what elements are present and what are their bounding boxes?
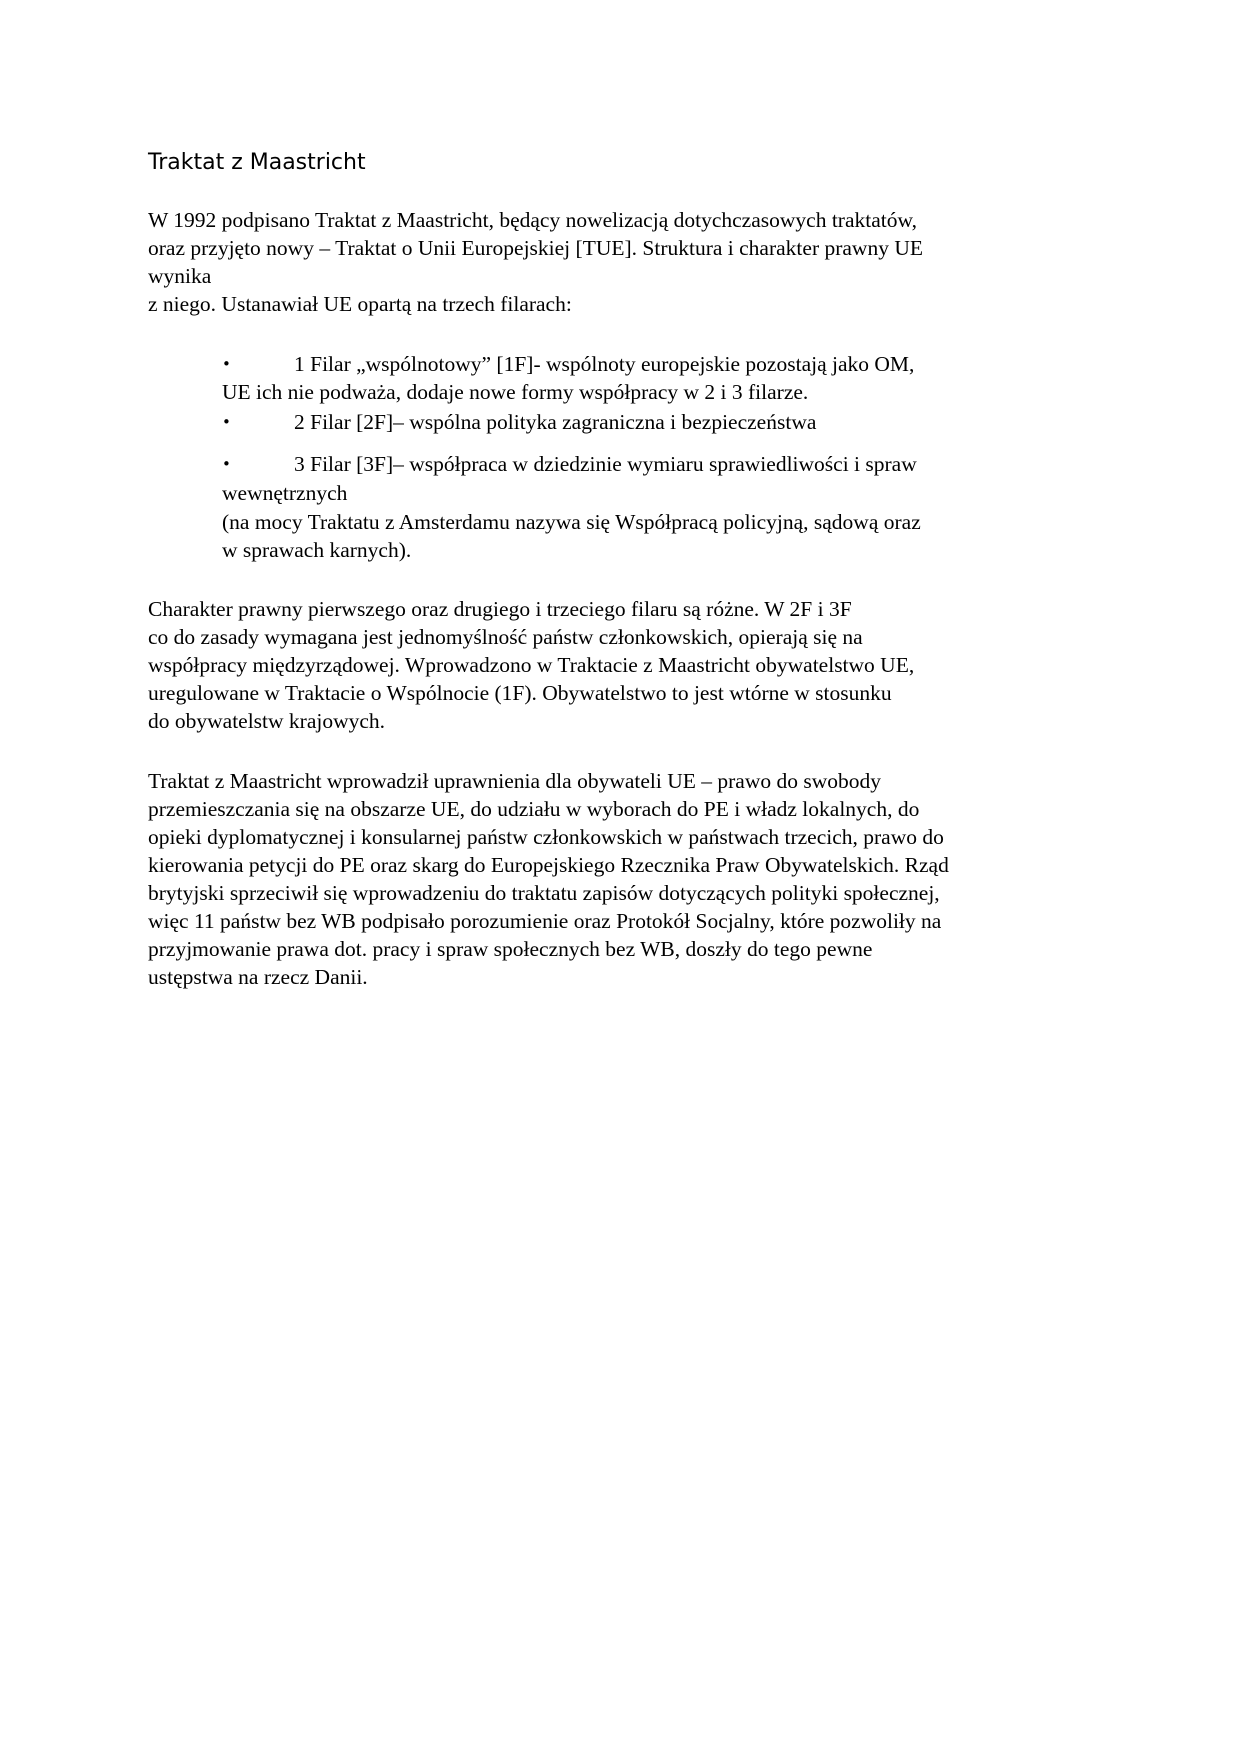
paragraph-2-line: współpracy międzyrządowej. Wprowadzono w Traktacie z Maastricht obywatelstwo UE, [148,653,915,677]
paragraph-3-line: Traktat z Maastricht wprowadził uprawnienia dla obywateli UE – prawo do swobody [148,769,882,793]
paragraph-3-line: ustępstwa na rzecz Danii. [148,965,368,989]
intro-line: oraz przyjęto nowy – Traktat o Unii Europejskiej [TUE]. Struktura i charakter prawny UE [148,236,923,260]
intro-line: W 1992 podpisano Traktat z Maastricht, będący nowelizacją dotychczasowych traktatów, [148,208,917,232]
pillar-3-text: 3 Filar [3F]– współpraca w dziedzinie wymiaru sprawiedliwości i spraw [294,452,917,476]
pillar-2-text: 2 Filar [2F]– wspólna polityka zagraniczna i bezpieczeństwa [294,410,817,434]
paragraph-2-line: Charakter prawny pierwszego oraz drugiego i trzeciego filaru są różne. W 2F i 3F [148,597,852,621]
paragraph-3-line: przemieszczania się na obszarze UE, do udziału w wyborach do PE i władz lokalnych, do [148,797,920,821]
paragraph-3-line: przyjmowanie prawa dot. pracy i spraw społecznych bez WB, doszły do tego pewne [148,937,873,961]
paragraph-3-line: opieki dyplomatycznej i konsularnej państw członkowskich w państwach trzecich, prawo do [148,825,944,849]
paragraph-3-line: kierowania petycji do PE oraz skarg do Europejskiego Rzecznika Praw Obywatelskich. Rząd [148,853,949,877]
paragraph-3-line: brytyjski sprzeciwił się wprowadzeniu do traktatu zapisów dotyczących polityki społecznej, [148,881,940,905]
pillar-1-text: 1 Filar „wspólnotowy” [1F]- wspólnoty europejskie pozostają jako OM, [294,352,915,376]
bullet-icon: • [222,355,231,373]
intro-line: z niego. Ustanawiał UE opartą na trzech filarach: [148,292,572,316]
bullet-icon: • [222,455,231,473]
paragraph-2-line: co do zasady wymagana jest jednomyślność państw członkowskich, opierają się na [148,625,863,649]
paragraph-3-line: więc 11 państw bez WB podpisało porozumienie oraz Protokół Socjalny, które pozwoliły na [148,909,942,933]
pillar-3-continuation: w sprawach karnych). [222,538,412,562]
pillar-1-continuation: UE ich nie podważa, dodaje nowe formy współpracy w 2 i 3 filarze. [222,380,809,404]
intro-line: wynika [148,264,212,288]
bullet-icon: • [222,413,231,431]
paragraph-2-line: uregulowane w Traktacie o Wspólnocie (1F). Obywatelstwo to jest wtórne w stosunku [148,681,892,705]
paragraph-2-line: do obywatelstw krajowych. [148,709,386,733]
pillar-3-continuation: wewnętrznych [222,481,348,505]
pillar-3-continuation: (na mocy Traktatu z Amsterdamu nazywa się Współpracą policyjną, sądową oraz [222,510,921,534]
document-title: Traktat z Maastricht [148,150,366,175]
